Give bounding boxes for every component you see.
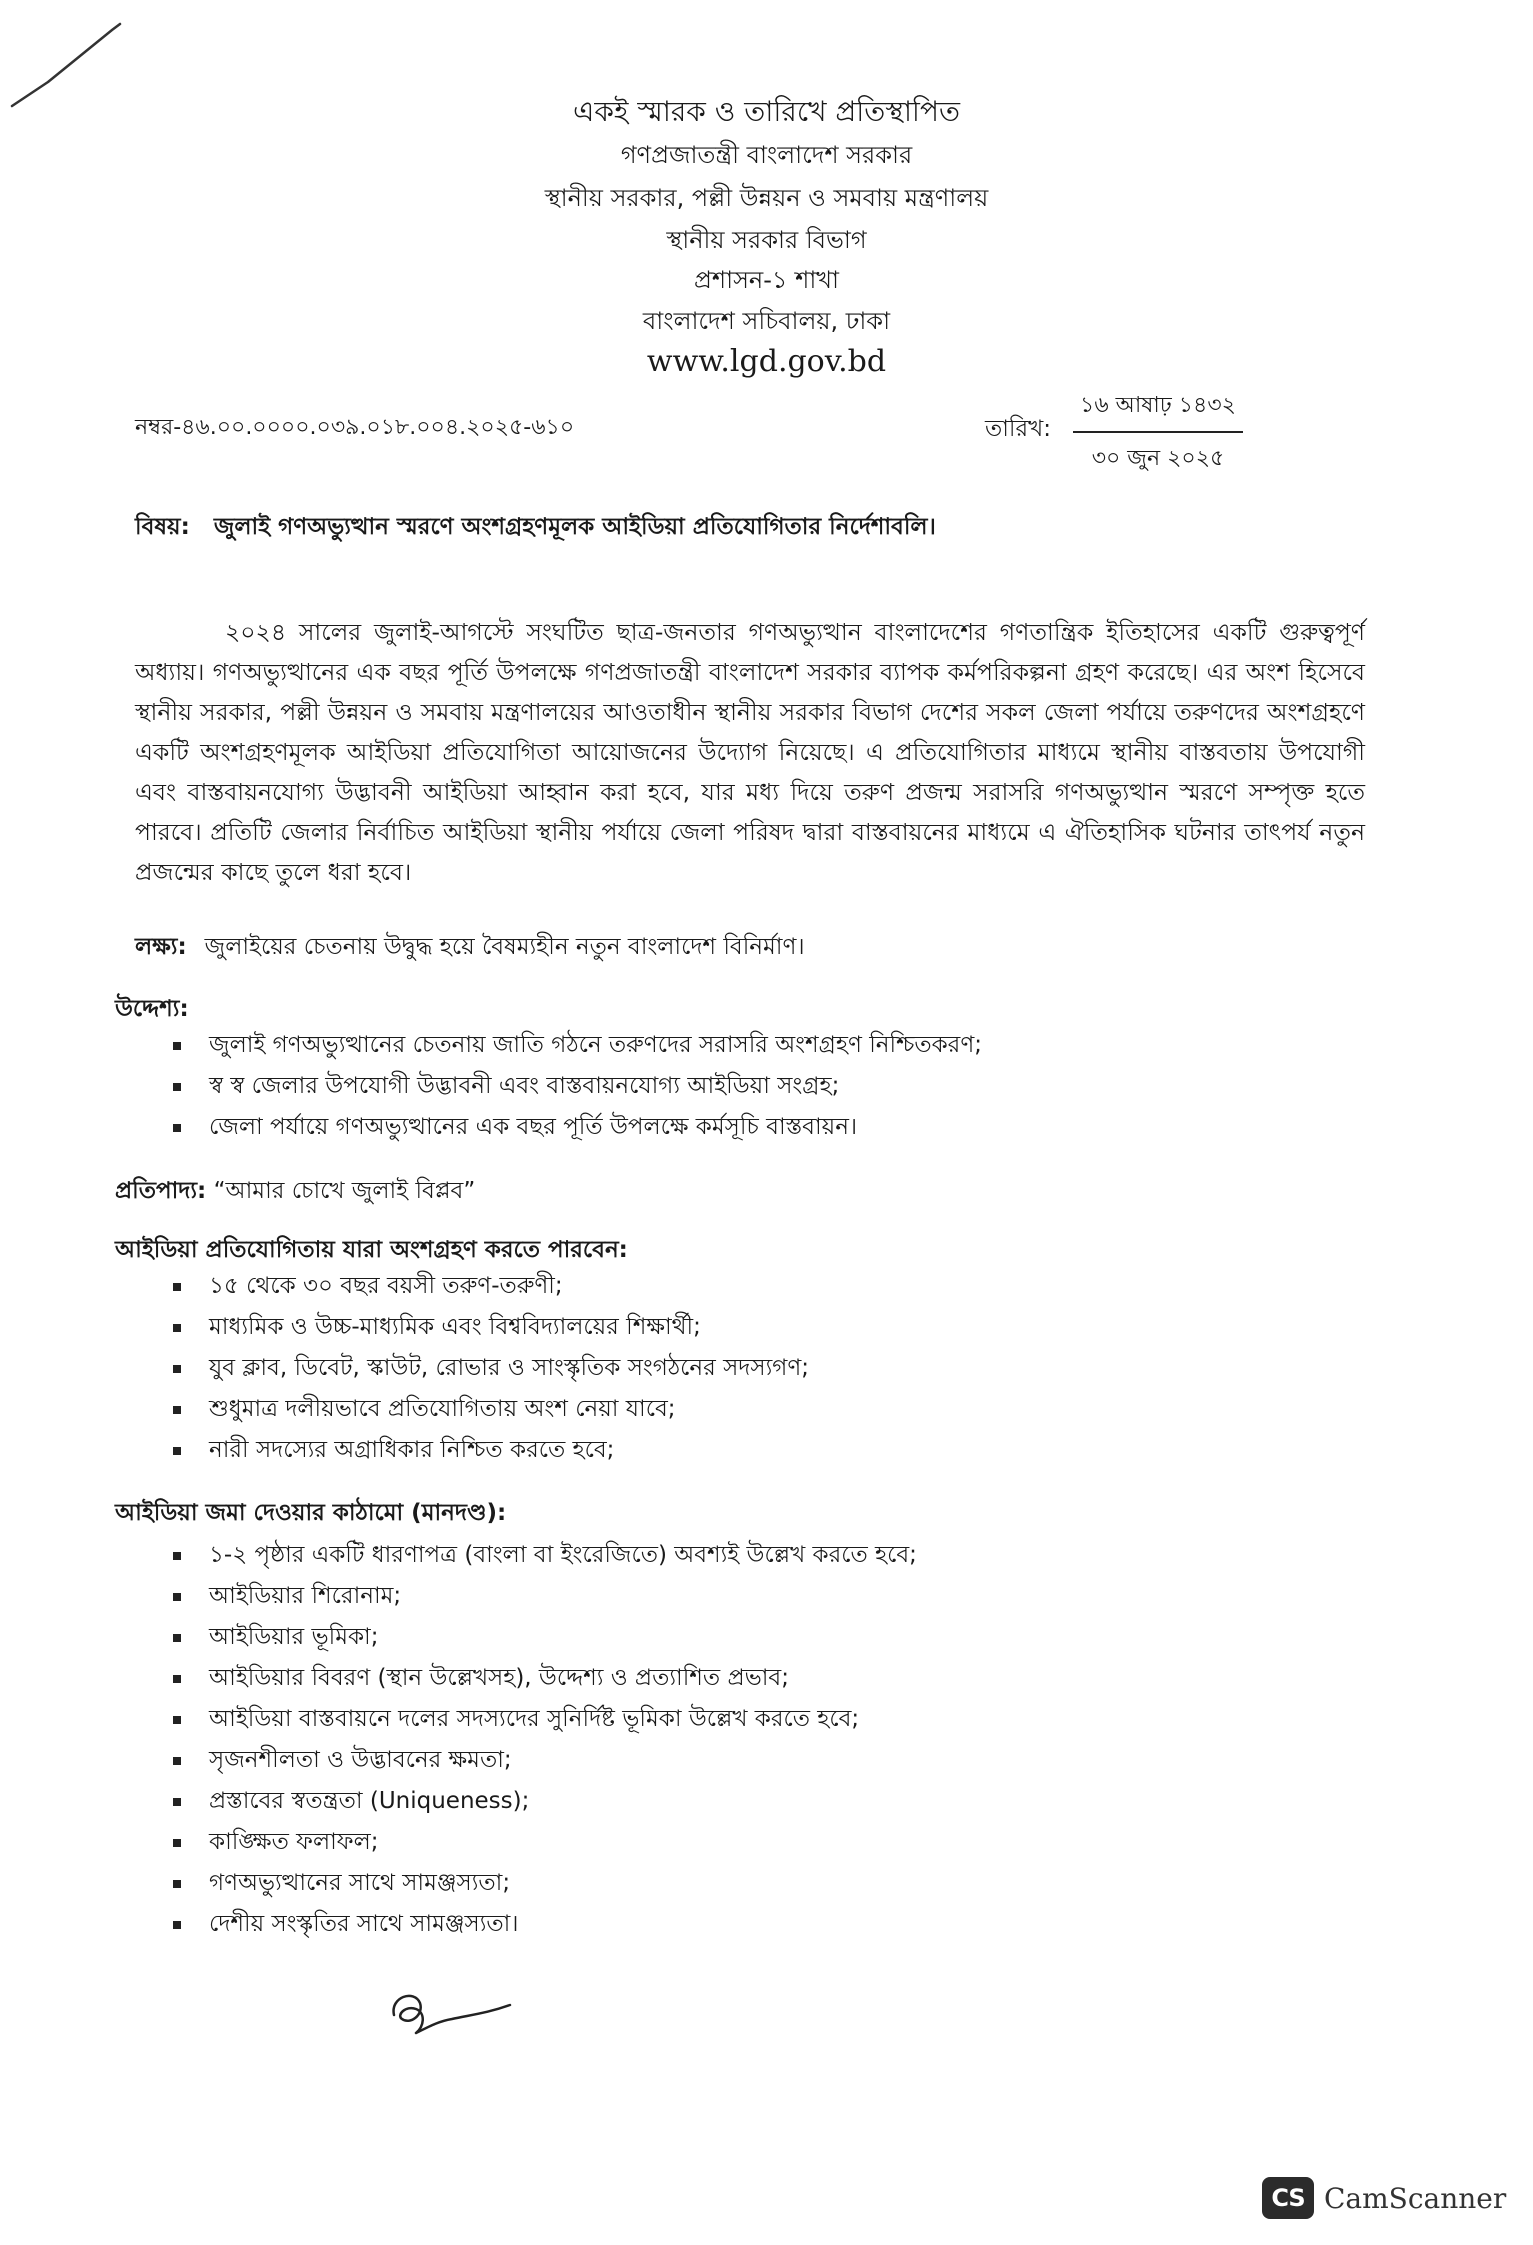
camscanner-logo-icon: CS [1262,2177,1314,2219]
framework-heading: আইডিয়া জমা দেওয়ার কাঠামো (মানদণ্ড): [115,1500,507,1526]
list-item: মাধ্যমিক ও উচ্চ-মাধ্যমিক এবং বিশ্ববিদ্যালয়ের শিক্ষার্থী; [165,1307,809,1348]
list-item: আইডিয়ার ভূমিকা; [165,1617,917,1658]
list-item: আইডিয়ার বিবরণ (স্থান উল্লেখসহ), উদ্দেশ্য ও প্রত্যাশিত প্রভাব; [165,1658,917,1699]
website-link[interactable]: www.lgd.gov.bd [646,344,887,379]
list-item: ১-২ পৃষ্ঠার একটি ধারণাপত্র (বাংলা বা ইংরেজিতে) অবশ্যই উল্লেখ করতে হবে; [165,1535,917,1576]
subject-text: জুলাই গণঅভ্যুত্থান স্মরণে অংশগ্রহণমূলক আইডিয়া প্রতিযোগিতার নির্দেশাবলি। [213,514,936,540]
goal-text: জুলাইয়ের চেতনায় উদ্বুদ্ধ হয়ে বৈষম্যহীন নতুন বাংলাদেশ বিনির্মাণ। [204,934,805,960]
objectives-heading: উদ্দেশ্য: [115,996,189,1022]
subject-label: বিষয়: [135,514,190,540]
list-item: আইডিয়ার শিরোনাম; [165,1576,917,1617]
theme-label: প্রতিপাদ্য: [115,1178,207,1204]
division-name: স্থানীয় সরকার বিভাগ [666,226,867,254]
date-divider [1073,431,1243,433]
list-item: প্রস্তাবের স্বতন্ত্রতা (Uniqueness); [165,1781,917,1822]
framework-list [165,1535,917,1945]
list-item: কাঙ্ক্ষিত ফলাফল; [165,1822,917,1863]
intro-paragraph [135,612,1365,892]
list-item: স্ব স্ব জেলার উপযোগী উদ্ভাবনী এবং বাস্তবায়নযোগ্য আইডিয়া সংগ্রহ; [165,1066,982,1107]
theme-line [115,1172,475,1211]
list-item: শুধুমাত্র দলীয়ভাবে প্রতিযোগিতায় অংশ নেয়া যাবে; [165,1389,809,1430]
list-item: সৃজনশীলতা ও উদ্ভাবনের ক্ষমতা; [165,1740,917,1781]
theme-text: “আমার চোখে জুলাই বিপ্লব” [213,1178,476,1204]
camscanner-watermark [1262,2174,1506,2222]
ministry-name: স্থানীয় সরকার, পল্লী উন্নয়ন ও সমবায় মন্ত্রণালয় [544,184,989,212]
eligibility-list [165,1266,809,1471]
subject-line [135,508,1385,547]
office-address: বাংলাদেশ সচিবালয়, ঢাকা [642,307,891,335]
date-label: তারিখ: [985,416,1052,442]
date-block [1073,388,1243,478]
goal-line [135,928,805,967]
list-item: জুলাই গণঅভ্যুত্থানের চেতনায় জাতি গঠনে তরুণদের সরাসরি অংশগ্রহণ নিশ্চিতকরণ; [165,1025,982,1066]
memo-number: নম্বর-৪৬.০০.০০০০.০৩৯.০১৮.০০৪.২০২৫-৬১০ [135,415,575,440]
list-item: ১৫ থেকে ৩০ বছর বয়সী তরুণ-তরুণী; [165,1266,809,1307]
eligibility-heading: আইডিয়া প্রতিযোগিতায় যারা অংশগ্রহণ করতে পারবেন: [115,1237,628,1263]
government-name: গণপ্রজাতন্ত্রী বাংলাদেশ সরকার [620,141,913,169]
date-bangla: ১৬ আষাঢ় ১৪৩২ [1080,393,1236,418]
objectives-list [165,1025,982,1148]
replacement-note: একই স্মারক ও তারিখে প্রতিস্থাপিত [573,95,960,128]
signature-mark [380,1975,520,2055]
branch-name: প্রশাসন-১ শাখা [694,266,839,294]
camscanner-text: CamScanner [1324,2181,1507,2215]
list-item: যুব ক্লাব, ডিবেট, স্কাউট, রোভার ও সাংস্কৃতিক সংগঠনের সদস্যগণ; [165,1348,809,1389]
list-item: নারী সদস্যের অগ্রাধিকার নিশ্চিত করতে হবে; [165,1430,809,1471]
list-item: আইডিয়া বাস্তবায়নে দলের সদস্যদের সুনির্দিষ্ট ভূমিকা উল্লেখ করতে হবে; [165,1699,917,1740]
list-item: জেলা পর্যায়ে গণঅভ্যুত্থানের এক বছর পূর্তি উপলক্ষে কর্মসূচি বাস্তবায়ন। [165,1107,982,1148]
date-english: ৩০ জুন ২০২৫ [1091,446,1225,471]
goal-label: লক্ষ্য: [135,934,187,960]
intro-paragraph-text: ২০২৪ সালের জুলাই-আগস্টে সংঘটিত ছাত্র-জনতার গণঅভ্যুত্থান বাংলাদেশের গণতান্ত্রিক ইতিহাসের একটি গুরুত্বপূর্ণ অধ্যায়। গণঅভ্যুত্থানের এক বছর পূর্তি উপলক্ষে গণপ্রজাতন্ত্রী বাংলাদেশ সরকার ব্যাপক কর্মপরিকল্পনা গ্রহণ করেছে। এর অংশ হিসেবে স্থানীয় সরকার, পল্লী উন্নয়ন ও সমবায় মন্ত্রণালয়ের আওতাধীন স্থানীয় সরকার বিভাগ দেশের সকল জেলা পর্যায়ে তরুণদের অংশগ্রহণে একটি অংশগ্রহণমূলক আইডিয়া প্রতিযোগিতা আয়োজনের উদ্যোগ নিয়েছে। এ প্রতিযোগিতার মাধ্যমে স্থানীয় বাস্তবতায় উপযোগী এবং বাস্তবায়নযোগ্য উদ্ভাবনী আইডিয়া আহ্বান করা হবে, যার মধ্য দিয়ে তরুণ প্রজন্ম সরাসরি গণঅভ্যুত্থান স্মরণে সম্পৃক্ত হতে পারবে। প্রতিটি জেলার নির্বাচিত আইডিয়া স্থানীয় পর্যায়ে জেলা পরিষদ দ্বারা বাস্তবায়নের মাধ্যমে এ ঐতিহাসিক ঘটনার তাৎপর্য নতুন প্রজন্মের কাছে তুলে ধরা হবে। [135,618,1365,886]
list-item: দেশীয় সংস্কৃতির সাথে সামঞ্জস্যতা। [165,1904,917,1945]
list-item: গণঅভ্যুত্থানের সাথে সামঞ্জস্যতা; [165,1863,917,1904]
